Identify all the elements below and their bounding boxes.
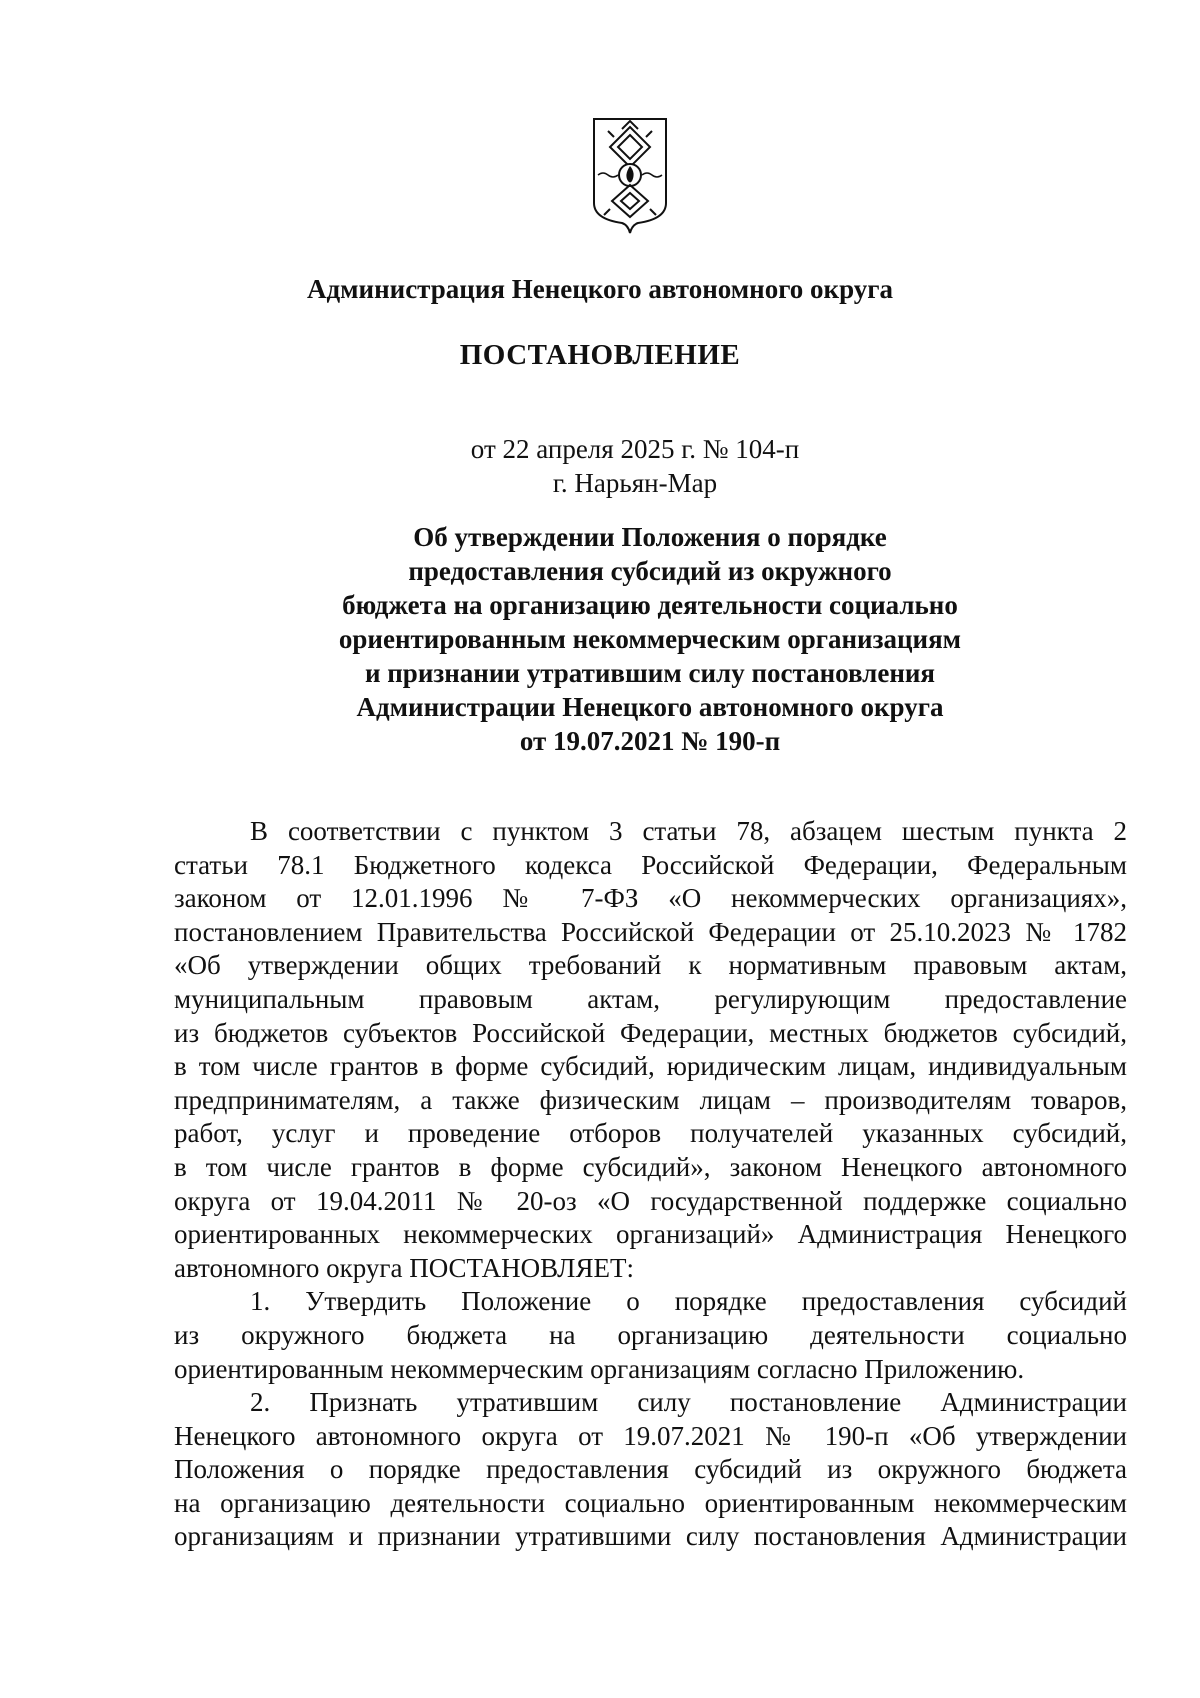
title-line: ориентированным некоммерческим организациям xyxy=(338,624,962,654)
coat-of-arms-icon xyxy=(590,115,670,235)
body-line: статьи 78.1 Бюджетного кодекса Российской Федерации, Федеральным xyxy=(174,849,1127,880)
body-line: законом от 12.01.1996 № 7-ФЗ «О некоммерческих организациях», xyxy=(174,883,1127,914)
body-line: организациям и признании утратившими силу постановления Администрации xyxy=(174,1521,1127,1552)
title-line: и признании утратившим силу постановления xyxy=(364,658,936,688)
title-line: Об утверждении Положения о порядке xyxy=(413,522,887,552)
organization-name: Администрация Ненецкого автономного округа xyxy=(306,274,894,304)
title-line: бюджета на организацию деятельности социально xyxy=(342,590,958,620)
document-title xyxy=(50,520,1200,758)
body-line: округа от 19.04.2011 № 20-оз «О государственной поддержке социально xyxy=(174,1185,1127,1216)
body-line: из окружного бюджета на организацию деятельности социально xyxy=(174,1319,1127,1350)
title-line: Администрации Ненецкого автономного округа xyxy=(356,692,944,722)
title-line: от 19.07.2021 № 190-п xyxy=(519,726,781,756)
body-line: «Об утверждении общих требований к нормативным правовым актам, xyxy=(174,950,1127,981)
body-line: из бюджетов субъектов Российской Федерации, местных бюджетов субсидий, xyxy=(174,1017,1127,1048)
body-line: 1. Утвердить Положение о порядке предоставления субсидий xyxy=(250,1286,1127,1317)
body-line: В соответствии с пунктом 3 статьи 78, абзацем шестым пункта 2 xyxy=(250,816,1127,846)
document-date-number: от 22 апреля 2025 г. № 104-п xyxy=(470,434,800,464)
body-line: в том числе грантов в форме субсидий», законом Ненецкого автономного xyxy=(174,1151,1127,1182)
document-type: ПОСТАНОВЛЕНИЕ xyxy=(459,339,741,371)
body-line: автономного округа ПОСТАНОВЛЯЕТ: xyxy=(174,1252,634,1283)
body-line: ориентированным некоммерческим организациям согласно Приложению. xyxy=(174,1353,1025,1384)
title-line: предоставления субсидий из окружного xyxy=(408,556,892,586)
body-line: Ненецкого автономного округа от 19.07.2021 № 190-п «Об утверждении xyxy=(174,1420,1127,1451)
document-body xyxy=(174,815,1127,1554)
body-line: постановлением Правительства Российской Федерации от 25.10.2023 № 1782 xyxy=(174,916,1127,947)
body-line: 2. Признать утратившим силу постановление Администрации xyxy=(250,1387,1127,1418)
body-line: в том числе грантов в форме субсидий, юридическим лицам, индивидуальным xyxy=(174,1051,1127,1082)
body-line: предпринимателям, а также физическим лицам – производителям товаров, xyxy=(174,1084,1127,1115)
body-line: на организацию деятельности социально ориентированным некоммерческим xyxy=(174,1487,1127,1518)
body-line: Положения о порядке предоставления субсидий из окружного бюджета xyxy=(174,1454,1127,1485)
document-city: г. Нарьян-Мар xyxy=(552,468,718,498)
body-line: работ, услуг и проведение отборов получателей указанных субсидий, xyxy=(174,1118,1127,1149)
body-line: ориентированных некоммерческих организаций» Администрация Ненецкого xyxy=(174,1219,1127,1250)
body-line: муниципальным правовым актам, регулирующим предоставление xyxy=(174,983,1127,1014)
